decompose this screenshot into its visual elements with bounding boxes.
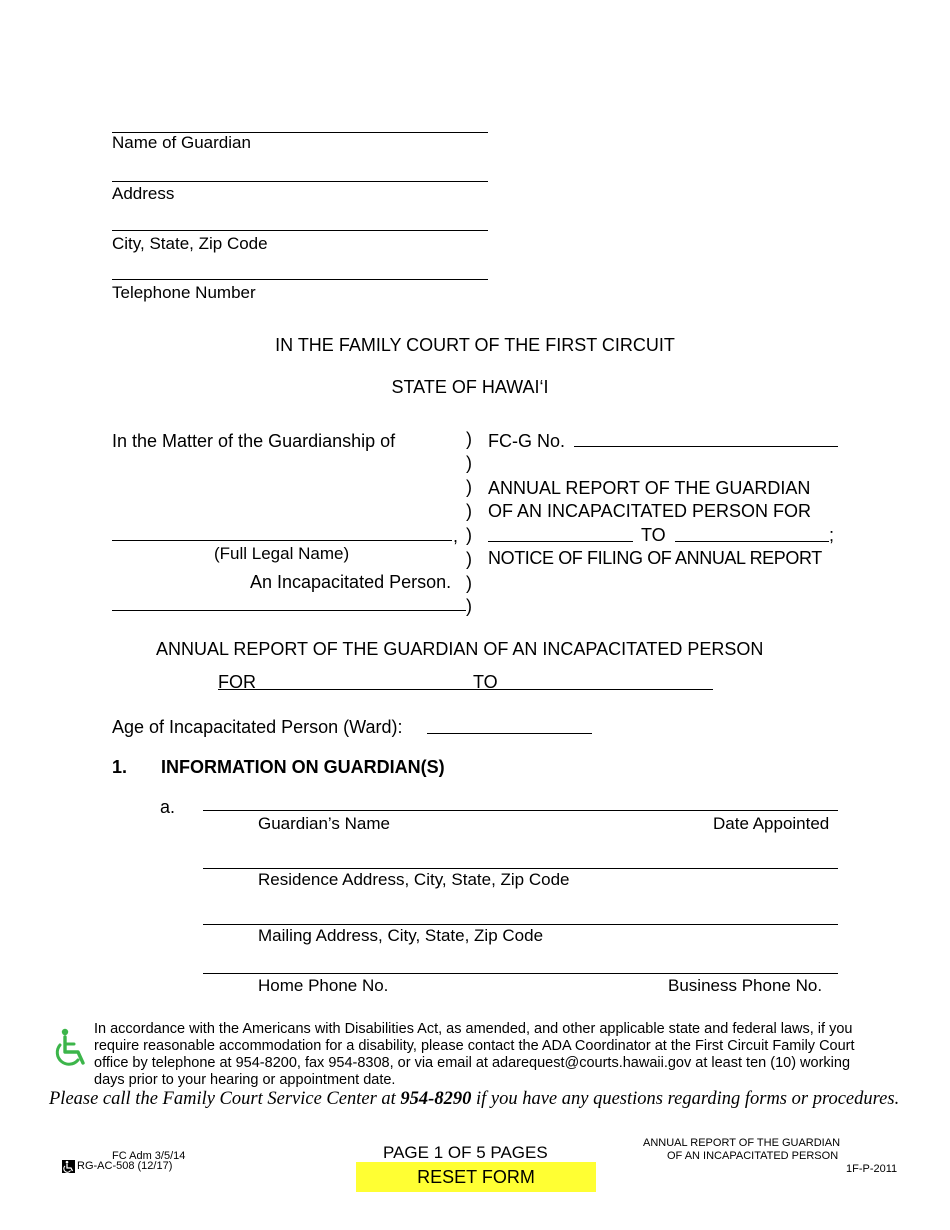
caption-title-line2: OF AN INCAPACITATED PERSON FOR xyxy=(488,501,812,521)
report-heading: ANNUAL REPORT OF THE GUARDIAN OF AN INCAPACITATED PERSON xyxy=(156,639,764,659)
guardian-city-label: City, State, Zip Code xyxy=(112,234,268,253)
matter-label: In the Matter of the Guardianship of xyxy=(112,431,396,451)
guardian-phone-line xyxy=(112,279,488,280)
service-center-notice xyxy=(49,1089,899,1110)
wheelchair-icon xyxy=(52,1028,92,1068)
mailing-address-input[interactable] xyxy=(203,904,838,924)
page-number: PAGE 1 OF 5 PAGES xyxy=(383,1143,548,1162)
full-legal-name-label: (Full Legal Name) xyxy=(214,544,350,563)
fc-adm-label: FC Adm 3/5/14 xyxy=(112,1150,186,1162)
reset-form-button[interactable]: RESET FORM xyxy=(356,1162,596,1192)
caption-to-date-input[interactable] xyxy=(675,521,829,541)
caption-to-label: TO xyxy=(641,525,666,545)
section1-title: INFORMATION ON GUARDIAN(S) xyxy=(161,757,445,777)
guardian-name-input[interactable] xyxy=(112,112,488,132)
caption-paren: ) xyxy=(466,501,472,521)
form-code-label: RG-AC-508 (12/17) xyxy=(77,1160,173,1172)
guardian-phone-label: Telephone Number xyxy=(112,283,256,302)
guardian-phone-input[interactable] xyxy=(112,259,488,279)
caption-paren: ) xyxy=(466,453,472,473)
mailing-address-label: Mailing Address, City, State, Zip Code xyxy=(258,926,544,945)
guardian-name-label: Name of Guardian xyxy=(112,133,251,152)
phone-numbers-line xyxy=(203,973,838,974)
report-to-date-input[interactable] xyxy=(505,669,710,689)
ada-notice-line3: office by telephone at 954-8200, fax 954-8308, or via email at adarequest@courts.hawaii.gov at least ten (10) working xyxy=(94,1055,851,1071)
guardian-a-name-label: Guardian’s Name xyxy=(258,814,390,833)
report-to-label: TO xyxy=(473,672,498,692)
report-from-date-input[interactable] xyxy=(262,669,462,689)
court-state: STATE OF HAWAI‘I xyxy=(391,377,549,397)
guardian-city-line xyxy=(112,230,488,231)
report-period-line xyxy=(218,689,713,690)
residence-address-label: Residence Address, City, State, Zip Code xyxy=(258,870,570,889)
caption-paren: ) xyxy=(466,525,472,545)
fcg-number-line xyxy=(574,446,838,447)
ada-notice-line1: In accordance with the Americans with Disabilities Act, as amended, and other applicable state and federal laws, if you xyxy=(94,1021,853,1037)
business-phone-label: Business Phone No. xyxy=(668,976,823,995)
caption-from-date-line xyxy=(488,541,633,542)
item-a-label: a. xyxy=(160,797,176,817)
ada-notice-line4: days prior to your hearing or appointment date. xyxy=(94,1072,396,1088)
mailing-address-line xyxy=(203,924,838,925)
service-center-after: if you have any questions regarding forms or procedures. xyxy=(471,1089,900,1109)
guardian-address-line xyxy=(112,181,488,182)
court-name: IN THE FAMILY COURT OF THE FIRST CIRCUIT xyxy=(275,335,675,355)
guardian-address-input[interactable] xyxy=(112,161,488,181)
ada-notice-line2: require reasonable accommodation for a disability, please contact the ADA Coordinator at the First Circuit Family Court xyxy=(94,1038,855,1054)
home-phone-label: Home Phone No. xyxy=(258,976,389,995)
guardian-a-name-input[interactable] xyxy=(203,790,838,810)
incapacitated-person-label: An Incapacitated Person. xyxy=(250,572,452,592)
age-label: Age of Incapacitated Person (Ward): xyxy=(112,717,403,737)
age-line xyxy=(427,733,592,734)
caption-from-date-input[interactable] xyxy=(488,521,633,541)
phone-numbers-input[interactable] xyxy=(203,953,838,973)
guardian-a-name-line xyxy=(203,810,838,811)
service-center-phone: 954-8290 xyxy=(400,1089,472,1109)
report-for-label: FOR xyxy=(218,672,256,692)
caption-paren: ) xyxy=(466,596,472,616)
date-appointed-label: Date Appointed xyxy=(713,814,830,833)
fcg-label: FC-G No. xyxy=(488,431,566,451)
ward-name-input[interactable] xyxy=(112,520,452,540)
caption-to-date-line xyxy=(675,541,829,542)
caption-paren: ) xyxy=(466,429,472,449)
residence-address-input[interactable] xyxy=(203,848,838,868)
accessibility-icon xyxy=(62,1160,75,1173)
residence-address-line xyxy=(203,868,838,869)
fcg-number-input[interactable] xyxy=(574,426,838,446)
guardian-city-input[interactable] xyxy=(112,210,488,230)
guardian-address-label: Address xyxy=(112,184,175,203)
form-id-label: 1F-P-2011 xyxy=(846,1163,898,1175)
caption-bottom-line xyxy=(112,610,466,611)
footer-title-line2: OF AN INCAPACITATED PERSON xyxy=(667,1150,839,1162)
caption-paren: ) xyxy=(466,477,472,497)
footer-title-line1: ANNUAL REPORT OF THE GUARDIAN xyxy=(643,1137,841,1149)
caption-title-line1: ANNUAL REPORT OF THE GUARDIAN xyxy=(488,478,811,498)
section1-number: 1. xyxy=(112,757,128,777)
ward-name-comma: , xyxy=(453,526,459,546)
service-center-before: Please call the Family Court Service Center at xyxy=(49,1089,401,1109)
caption-paren: ) xyxy=(466,573,472,593)
caption-paren: ) xyxy=(466,549,472,569)
caption-semicolon: ; xyxy=(829,525,835,545)
age-input[interactable] xyxy=(427,713,592,733)
caption-notice: NOTICE OF FILING OF ANNUAL REPORT xyxy=(488,548,822,568)
ward-name-line xyxy=(112,540,452,541)
